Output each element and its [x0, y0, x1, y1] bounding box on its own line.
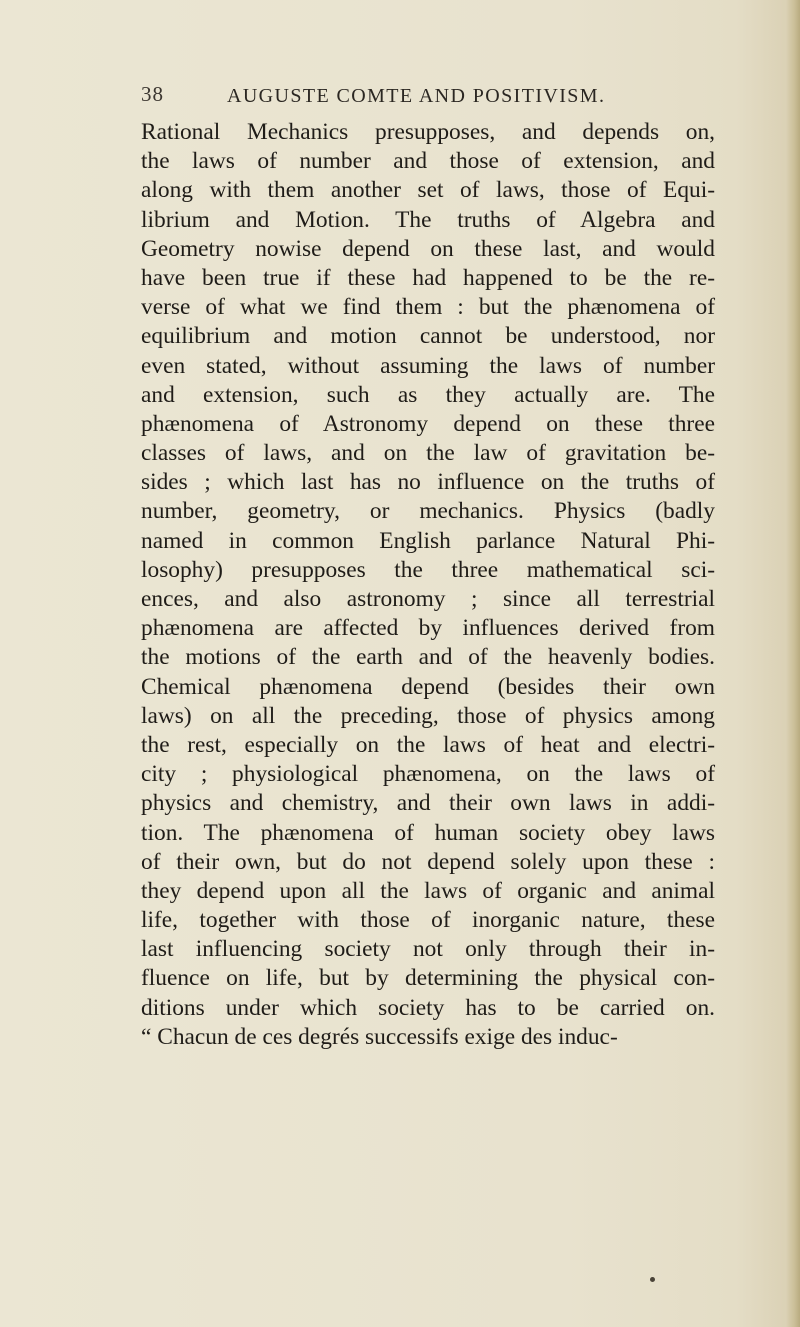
text-line: phænomena are affected by influences derived from — [141, 615, 715, 642]
text-line: life, together with those of inorganic nature, these — [141, 907, 715, 934]
text-line: have been true if these had happened to be the re- — [141, 264, 715, 291]
text-line: sides ; which last has no influence on the truths of — [141, 469, 715, 496]
text-line: city ; physiological phænomena, on the laws of — [141, 761, 715, 788]
running-title: AUGUSTE COMTE AND POSITIVISM. — [227, 85, 606, 107]
text-line: Chemical phænomena depend (besides their own — [141, 673, 715, 700]
text-line: of their own, but do not depend solely upon these : — [141, 848, 715, 875]
paper-speck — [650, 1277, 655, 1282]
text-line: Geometry nowise depend on these last, and would — [141, 235, 715, 262]
text-line: named in common English parlance Natural Phi- — [141, 527, 715, 554]
text-line: even stated, without assuming the laws of number — [141, 352, 715, 379]
page-number: 38 — [141, 82, 164, 106]
text-line: along with them another set of laws, those of Equi- — [141, 177, 715, 204]
body-text — [141, 118, 715, 1052]
text-line: verse of what we find them : but the phænomena of — [141, 294, 715, 321]
text-line: they depend upon all the laws of organic and animal — [141, 877, 715, 904]
text-line: and extension, such as they actually are. The — [141, 381, 715, 408]
text-line: ences, and also astronomy ; since all terrestrial — [141, 586, 715, 612]
text-line: “ Chacun de ces degrés successifs exige des induc- — [141, 1023, 618, 1050]
text-line: fluence on life, but by determining the physical con- — [141, 965, 715, 992]
text-line: phænomena of Astronomy depend on these three — [141, 410, 715, 437]
text-line: last influencing society not only through their in- — [141, 936, 715, 963]
text-line: number, geometry, or mechanics. Physics (badly — [141, 498, 715, 525]
text-line: the motions of the earth and of the heavenly bodies. — [141, 644, 715, 671]
text-line: the laws of number and those of extension, and — [141, 148, 715, 175]
text-line: losophy) presupposes the three mathematical sci- — [141, 556, 715, 583]
text-line: equilibrium and motion cannot be understood, nor — [141, 323, 715, 350]
text-line: laws) on all the preceding, those of physics among — [141, 702, 715, 729]
text-line: Rational Mechanics presupposes, and depends on, — [141, 119, 715, 145]
text-line: the rest, especially on the laws of heat and electri- — [141, 731, 715, 758]
text-line: classes of laws, and on the law of gravitation be- — [141, 440, 715, 467]
page-edge-shadow — [786, 0, 800, 1327]
running-header — [0, 82, 800, 112]
text-line: physics and chemistry, and their own laws in addi- — [141, 790, 715, 817]
text-line: tion. The phænomena of human society obey laws — [141, 819, 715, 846]
text-line: ditions under which society has to be carried on. — [141, 994, 715, 1021]
text-line: librium and Motion. The truths of Algebra and — [141, 206, 715, 233]
